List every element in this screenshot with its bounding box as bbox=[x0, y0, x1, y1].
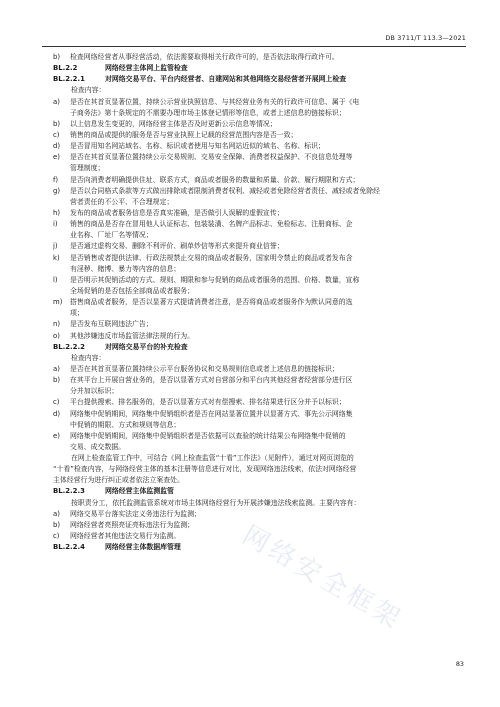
list-item-text: 是否在其首页显著位置持续公示交易规则、交易安全保障、消费者权益保护、不良信息处理等 bbox=[70, 153, 353, 162]
list-item-continuation: 分并加以标识； bbox=[70, 387, 119, 396]
list-item-index: a) bbox=[53, 509, 60, 518]
paragraph-continuation: “十看”检查内容，与网络经营主体的基本注册等信息进行对比，发现网络违法线索，依法对网络经营 bbox=[53, 465, 357, 474]
list-item-index: h) bbox=[53, 208, 61, 217]
list-item-text: 检查网络经营者从事经营活动，依法需要取得相关行政许可的，是否依法取得行政许可。 bbox=[70, 53, 339, 61]
list-item bbox=[53, 275, 471, 286]
section-number: BL.2.2.2 bbox=[53, 342, 85, 351]
list-item bbox=[53, 175, 471, 186]
list-item-index: d) bbox=[53, 142, 61, 151]
list-item bbox=[53, 119, 471, 130]
section-number: BL.2.2.4 bbox=[53, 543, 85, 552]
list-item-text: 是否发布互联网违法广告； bbox=[70, 320, 153, 329]
list-item-index: j) bbox=[53, 242, 58, 251]
list-item bbox=[53, 141, 471, 152]
list-item-index: c) bbox=[53, 532, 60, 541]
list-item-text: 平台提供搜索、排名服务的，是否以显著方式对有偿搜索、排名结果进行区分并予以标识； bbox=[70, 398, 346, 407]
watermark: 网络安全框架 bbox=[237, 520, 408, 637]
list-item-index: g) bbox=[53, 186, 61, 195]
list-item bbox=[53, 509, 471, 520]
section-heading bbox=[53, 342, 471, 353]
list-item bbox=[53, 431, 471, 442]
list-item bbox=[53, 397, 471, 408]
list-item bbox=[53, 130, 471, 141]
list-item bbox=[53, 520, 471, 531]
list-item-index: k) bbox=[53, 253, 60, 262]
list-item-continuation: 全场促销的是否包括全部商品或者服务； bbox=[70, 286, 195, 295]
list-item-text: 是否通过虚构交易、删除不利评价、刷单炒信等形式来提升商业信誉； bbox=[70, 242, 284, 251]
list-item-continuation: 交易、成交数据。 bbox=[70, 442, 126, 451]
section-heading bbox=[53, 63, 471, 74]
list-item-index: c) bbox=[53, 398, 60, 407]
list-item bbox=[53, 319, 471, 330]
list-item-text: 发布的商品或者服务信息是否真实准确，是否做引人误解的虚假宣传； bbox=[70, 208, 284, 217]
list-item-index: b) bbox=[53, 520, 61, 529]
list-item-index: b) bbox=[53, 53, 61, 61]
list-item bbox=[53, 253, 471, 264]
list-item-text: 网络交易平台落实法定义务违法行为监测； bbox=[70, 509, 201, 518]
page-number: 83 bbox=[455, 660, 464, 668]
check-content-label: 检查内容： bbox=[71, 353, 106, 362]
list-item-text: 是否冒用知名网站域名、名称、标识或者使用与知名网站近似的域名、名称、标识； bbox=[70, 142, 325, 151]
list-item-text: 销售的商品是否存在冒用他人认证标志、包装装潢、名牌产品标志、免检标志、注册商标、企 bbox=[70, 220, 353, 229]
list-item-text: 是否在其首页显著位置，持续公示营业执照信息、与其经营业务有关的行政许可信息、属于《电 bbox=[70, 97, 360, 106]
list-item bbox=[53, 97, 471, 108]
list-item-index: c) bbox=[53, 130, 60, 139]
paragraph-continuation: 主体经营行为进行纠正或者依法立案查处。 bbox=[53, 476, 184, 485]
list-item-text: 是否明示其促销活动的方式、规则、期限和参与促销的商品或者服务的范围、价格、数量，宣称 bbox=[70, 275, 360, 284]
list-item bbox=[53, 297, 471, 308]
list-item-text: 网络经营者亮照亮证亮标违法行为监测； bbox=[70, 520, 195, 529]
section-heading bbox=[53, 74, 471, 85]
list-item-continuation: 子商务法》第十条规定的不需要办理市场主体登记情形等信息，或者上述信息的链接标识； bbox=[70, 108, 346, 117]
list-item bbox=[53, 531, 471, 542]
list-item-text: 搭售商品或者服务，是否以显著方式提请消费者注意，是否将商品或者服务作为默认同意的选 bbox=[70, 298, 353, 307]
list-item-continuation: 有淫秽、赌博、暴力等内容的信息； bbox=[70, 264, 181, 273]
list-item-text: 是否在其首页显著位置持续公示平台服务协议和交易规则信息或者上述信息的链接标识； bbox=[70, 364, 339, 373]
list-item-index: m) bbox=[53, 298, 63, 307]
check-content-label: 检查内容： bbox=[71, 86, 106, 95]
list-item-index: n) bbox=[53, 320, 61, 329]
list-item-continuation: 管理制度； bbox=[70, 164, 105, 173]
list-item bbox=[53, 375, 471, 386]
list-item bbox=[53, 219, 471, 230]
section-title: 网络经营主体网上监管检查 bbox=[105, 64, 188, 73]
section-title: 对网络交易平台的补充检查 bbox=[105, 342, 188, 351]
list-item-index: b) bbox=[53, 119, 61, 128]
list-item bbox=[53, 409, 471, 420]
document-body bbox=[53, 52, 471, 553]
list-item-index: b) bbox=[53, 376, 61, 385]
list-item-index: a) bbox=[53, 97, 60, 106]
list-item bbox=[53, 364, 471, 375]
header-rule bbox=[42, 46, 466, 47]
list-item bbox=[53, 208, 471, 219]
list-item-text: 是否销售或者提供法律、行政法规禁止交易的商品或者服务，国家明令禁止的商品或者发布含 bbox=[70, 253, 353, 262]
list-item-text: 是否向消费者明确提供住址、联系方式，商品或者服务的数量和质量、价款、履行期限和方式； bbox=[70, 175, 360, 184]
section-title: 网络经营主体数据库管理 bbox=[105, 543, 181, 552]
list-item-index: e) bbox=[53, 431, 60, 440]
section-number: BL.2.2.1 bbox=[53, 75, 85, 84]
section-title: 对网络交易平台、平台内经营者、自建网站和其他网络交易经营者开展网上检查 bbox=[105, 75, 347, 84]
list-item-text: 其他涉嫌违反市场监管法律法规的行为。 bbox=[70, 331, 195, 340]
list-item bbox=[53, 152, 471, 163]
list-item-index: o) bbox=[53, 331, 60, 340]
list-item-continuation: 业名称、厂址厂名等情况； bbox=[70, 231, 153, 240]
standard-code: DB 3711/T 113.3—2021 bbox=[385, 34, 466, 42]
list-item bbox=[53, 241, 471, 252]
section-heading bbox=[53, 486, 471, 497]
list-item-text: 销售的商品或提供的服务是否与营业执照上记载的经营范围内容是否一致； bbox=[70, 130, 298, 139]
list-item bbox=[53, 52, 471, 63]
list-item-text: 网络集中促销期间，网络集中促销组织者是否依据可以查验的统计结果公布网络集中促销的 bbox=[70, 431, 346, 440]
list-item-index: l) bbox=[53, 275, 58, 284]
list-item-index: f) bbox=[53, 175, 59, 184]
list-item bbox=[53, 186, 471, 197]
section-title: 网络经营主体监测监管 bbox=[105, 487, 174, 496]
list-item-continuation: 项； bbox=[70, 309, 84, 318]
section-heading bbox=[53, 542, 471, 553]
section-number: BL.2.2 bbox=[53, 64, 78, 73]
paragraph: 按职责分工，依托监测监管系统对市场主体网络经营行为开展涉嫌违法线索监测。主要内容有： bbox=[71, 498, 361, 507]
list-item-text: 以上信息发生变更的，网络经营主体是否及时更新公示信息等情况； bbox=[70, 119, 277, 128]
list-item-index: d) bbox=[53, 409, 61, 418]
list-item bbox=[53, 331, 471, 342]
list-item-continuation: 中促销的期限、方式和规则等信息； bbox=[70, 420, 181, 429]
list-item-text: 网络经营者其他违法交易行为监测。 bbox=[70, 532, 181, 541]
list-item-index: e) bbox=[53, 153, 60, 162]
list-item-text: 在其平台上开展自营业务的，是否以显著方式对自营部分和平台内其他经营者经营部分进行区 bbox=[70, 376, 353, 385]
list-item-text: 是否以合同格式条款等方式做出排除或者限制消费者权利、减轻或者免除经营者责任、减轻或者免除经 bbox=[70, 186, 381, 195]
list-item-index: i) bbox=[53, 220, 58, 229]
list-item-index: a) bbox=[53, 364, 60, 373]
list-item-continuation: 营者责任的不公平、不合理规定； bbox=[70, 197, 174, 206]
section-number: BL.2.2.3 bbox=[53, 487, 85, 496]
list-item-text: 网络集中促销期间，网络集中促销组织者是否在网站显著位置并以显著方式、事先公示网络集 bbox=[70, 409, 353, 418]
paragraph: 在网上检查监管工作中，可结合《网上检查监管“十看”工作法》（见附件），通过对网页浏览的 bbox=[71, 454, 354, 463]
